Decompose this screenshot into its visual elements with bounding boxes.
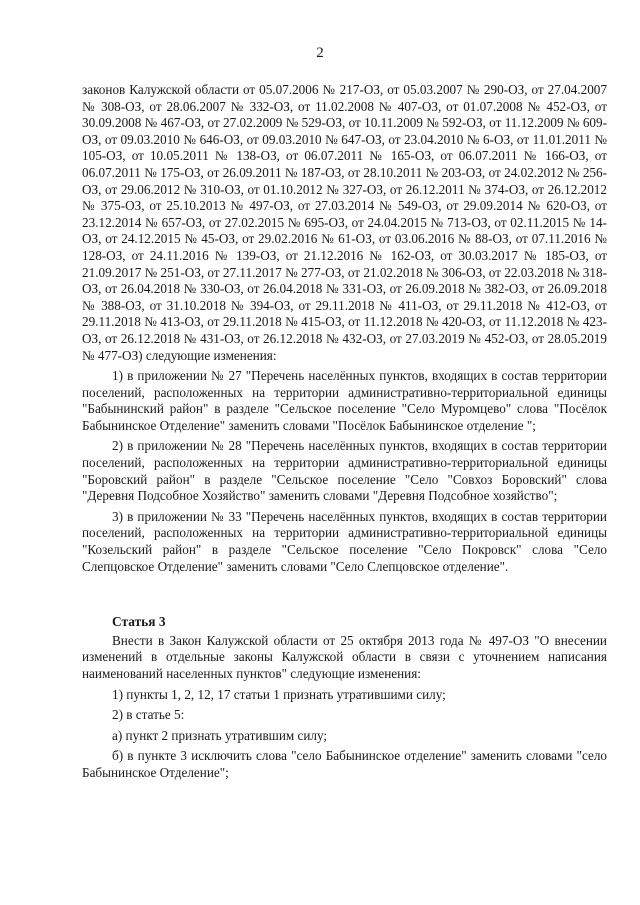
article-3-heading: Статья 3 <box>112 614 166 630</box>
amendment-item-1: 1) в приложении № 27 "Перечень населённых пунктов, входящих в состав территории поселений, расположенных на территории административно-территориальной единицы "Бабынинский район" в разделе "Сельское поселение "Село Муромцево" слова "Посёлок Бабынинское Отделение" заменить словами "Посёлок Бабынинское отделение "; <box>82 368 607 433</box>
article-3-item-2b: б) в пункте 3 исключить слова "село Бабынинское отделение" заменить словами "село Бабынинское Отделение"; <box>82 748 607 780</box>
article-3-item-2a: а) пункт 2 признать утратившим силу; <box>112 727 328 743</box>
amendment-item-3: 3) в приложении № 33 "Перечень населённых пунктов, входящих в состав территории поселений, расположенных на территории административно-территориальной единицы "Козельский район" в разделе "Сельское поселение "Село Покровск" слова "Село Слепцовское Отделение" заменить словами "Село Слепцовское отделение". <box>82 508 607 574</box>
article-3-item-2: 2) в статье 5: <box>112 707 185 723</box>
article-3-intro: Внести в Закон Калужской области от 25 октября 2013 года № 497-ОЗ "О внесении изменений в отдельные законы Калужской области в связи с уточнением написания наименований населенных пунктов" следующие изменения: <box>82 632 607 681</box>
laws-list-paragraph: законов Калужской области от 05.07.2006 № 217-ОЗ, от 05.03.2007 № 290-ОЗ, от 27.04.2007 № 308-ОЗ, от 28.06.2007 № 332-ОЗ, от 11.02.2008 № 407-ОЗ, от 01.07.2008 № 452-ОЗ, от 30.09.2008 № 467-ОЗ, от 27.02.2009 № 529-ОЗ, от 10.11.2009 № 592-ОЗ, от 11.12.2009 № 609-ОЗ, от 09.03.2010 № 646-ОЗ, от 09.03.2010 № 647-ОЗ, от 23.04.2010 № 6-ОЗ, от 11.01.2011 № 105-ОЗ, от 10.05.2011 № 138-ОЗ, от 06.07.2011 № 165-ОЗ, от 06.07.2011 № 166-ОЗ, от 06.07.2011 № 175-ОЗ, от 26.09.2011 № 187-ОЗ, от 28.10.2011 № 203-ОЗ, от 24.02.2012 № 256-ОЗ, от 29.06.2012 № 310-ОЗ, от 01.10.2012 № 327-ОЗ, от 26.12.2011 № 374-ОЗ, от 26.12.2012 № 375-ОЗ, от 25.10.2013 № 497-ОЗ, от 27.03.2014 № 549-ОЗ, от 29.09.2014 № 620-ОЗ, от 23.12.2014 № 657-ОЗ, от 27.02.2015 № 695-ОЗ, от 24.04.2015 № 713-ОЗ, от 02.11.2015 № 14-ОЗ, от 24.12.2015 № 45-ОЗ, от 29.02.2016 № 61-ОЗ, от 03.06.2016 № 88-ОЗ, от 07.11.2016 № 128-ОЗ, от 24.11.2016 № 139-ОЗ, от 21.12.2016 № 162-ОЗ, от 30.03.2017 № 185-ОЗ, от 21.09.2017 № 251-ОЗ, от 27.11.2017 № 277-ОЗ, от 21.02.2018 № 306-ОЗ, от 22.03.2018 № 318-ОЗ, от 26.04.2018 № 330-ОЗ, от 26.04.2018 № 331-ОЗ, от 26.09.2018 № 382-ОЗ, от 26.09.2018 № 388-ОЗ, от 31.10.2018 № 394-ОЗ, от 29.11.2018 № 411-ОЗ, от 29.11.2018 № 412-ОЗ, от 29.11.2018 № 413-ОЗ, от 29.11.2018 № 415-ОЗ, от 11.12.2018 № 420-ОЗ, от 11.12.2018 № 423-ОЗ, от 26.12.2018 № 431-ОЗ, от 26.12.2018 № 432-ОЗ, от 27.03.2019 № 452-ОЗ, от 28.05.2019 № 477-ОЗ) следующие изменения: <box>82 82 607 363</box>
document-body <box>82 82 607 782</box>
article-3-item-1: 1) пункты 1, 2, 12, 17 статьи 1 признать утратившими силу; <box>112 686 446 702</box>
page-number: 2 <box>316 45 324 61</box>
amendment-item-2: 2) в приложении № 28 "Перечень населённых пунктов, входящих в состав территории поселений, расположенных на территории административно-территориальной единицы "Боровский район" в разделе "Сельское поселение "Село "Совхоз Боровский" слова "Деревня Подсобное Хозяйство" заменить словами "Деревня Подсобное хозяйство"; <box>82 438 607 504</box>
